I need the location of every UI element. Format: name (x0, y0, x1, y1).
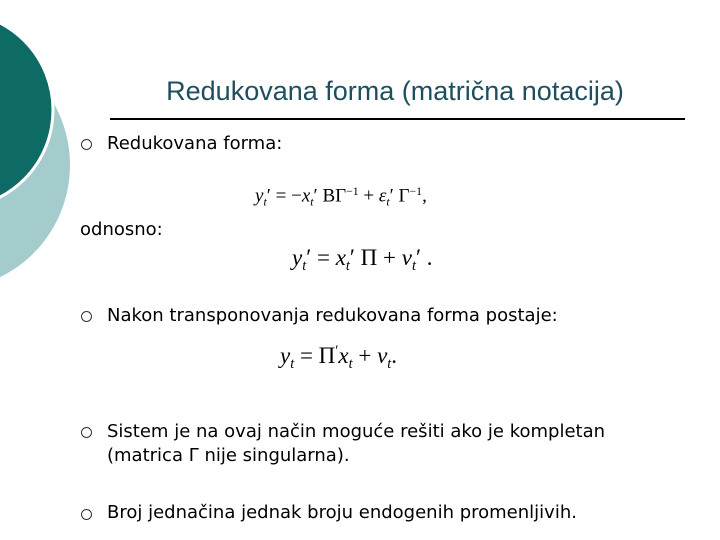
bullet-icon (81, 509, 92, 520)
bullet-text-sistem-line1: Sistem je na ovaj način moguće rešiti ako je kompletan (107, 421, 606, 442)
bullet-icon (81, 139, 92, 150)
bullet-text-transponovanje: Nakon transponovanja redukovana forma postaje: (107, 305, 558, 326)
equation-reduced-form: $y_t' = -x_t'$ $B\Gamma^{-1} + \varepsilon_t'$ $\Gamma^{-1}$, (255, 185, 427, 209)
decorative-circles (0, 0, 80, 300)
bullet-text-redukovana: Redukovana forma: (107, 133, 283, 154)
equation-transposed-form: $y_t = \Pi'x_t + v_t$. (280, 343, 398, 372)
bullet-text-broj: Broj jednačina jednak broju endogenih promenljivih. (107, 502, 577, 523)
bullet-icon (81, 427, 92, 438)
bullet-icon (81, 311, 92, 322)
slide-title: Redukovana forma (matrična notacija) (166, 76, 624, 106)
title-underline (110, 118, 685, 120)
odnosno-text: odnosno: (80, 219, 163, 240)
bullet-text-sistem-line2: (matrica Γ nije singularna). (107, 445, 350, 466)
equation-pi-form: $y_t' = x_t'$ $\Pi + v_t'$ . (292, 245, 433, 274)
